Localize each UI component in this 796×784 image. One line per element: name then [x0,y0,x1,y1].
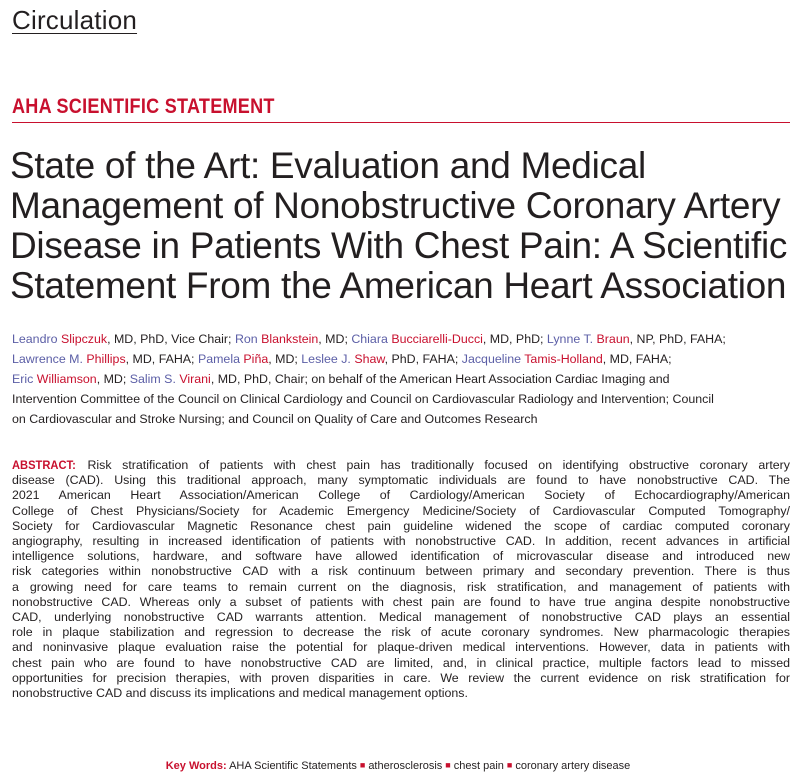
author-first-name: Pamela [197,351,240,366]
author-last-name: Tamis-Holland [524,351,603,366]
author-line [12,330,787,350]
abstract-line: risk categories within nonobstructive CAD with a risk continuum between primary and secondary prevention. There is thus [12,564,790,579]
keyword[interactable]: AHA Scientific Statements [229,760,357,772]
author-credentials: , NP, PhD, FAHA; [629,332,726,346]
abstract-line: disease (CAD). Using this traditional approach, many symptomatic individuals are found to have nonobstructive CAD. The [12,473,790,488]
author-entry[interactable] [301,352,384,366]
abstract-line: a growing need for care teams to remain current on the diagnosis, risk stratification, and management of patients with [12,579,790,594]
abstract-label: ABSTRACT: [12,458,76,472]
bullet-icon: ■ [445,760,451,770]
abstract-text: Risk stratification of patients with chest pain has traditionally focused on identifying obstructive coronary artery [87,458,790,472]
author-credentials: , MD, FAHA; [602,351,672,366]
author-credentials: , MD, PhD; [482,332,547,346]
abstract [12,458,790,701]
author-first-name: Eric [12,371,34,386]
author-first-name: Lynne T. [546,332,594,346]
author-last-name: Virani [179,371,211,386]
author-list [12,330,787,430]
author-first-name: Leandro [12,332,58,346]
title-line: State of the Art: Evaluation and Medical [10,145,646,186]
abstract-line: nonobstructive CAD and discuss its implications and medical management options. [12,686,468,701]
author-last-name: Blankstein [261,332,319,346]
title-line: Management of Nonobstructive Coronary Artery [10,185,781,226]
bullet-icon: ■ [506,760,513,770]
author-last-name: Slipczuk [60,332,108,346]
keyword[interactable]: atherosclerosis [368,760,443,772]
author-line [12,350,787,370]
journal-name[interactable]: Circulation [12,5,138,35]
abstract-line: 2021 American Heart Association/American College of Cardiology/American Society of Echocardiography/American [12,488,790,503]
author-first-name: Salim S. [129,371,176,386]
bullet-icon: ■ [359,760,366,770]
abstract-line: Society for Cardiovascular Magnetic Resonance chest pain guideline widened the scope of cardiac computed coronary [12,518,790,533]
abstract-line: College of Chest Physicians/Society for Academic Emergency Medicine/Society of Cardiovascular Computed Tomography/ [12,503,790,518]
abstract-line: CAD, underlying nonobstructive CAD warrants attention. Medical management of nonobstructive CAD plays an essential [12,610,790,625]
author-first-name: Lawrence M. [12,351,83,366]
abstract-line: role in plaque stabilization and regression to decrease the risk of acute coronary syndromes. New pharmacologic therapies [12,625,790,640]
author-credentials: , MD, PhD, Vice Chair; [107,332,235,346]
abstract-line: opportunities for precision therapies, with proven disparities in care. We review the current evidence on risk stratification for [12,670,790,685]
abstract-line: nonobstructive CAD. Whereas only a subset of patients with chest pain are found to have true angina despite nonobstructive [12,594,790,609]
author-entry[interactable] [235,332,318,346]
author-credentials: , PhD, FAHA; [384,351,462,366]
author-affiliation-line: Intervention Committee of the Council on Clinical Cardiology and Council on Cardiovascular Radiology and Intervention; Council [12,391,714,406]
author-last-name: Bucciarelli-Ducci [391,332,483,346]
abstract-line: and noninvasive plaque evaluation raise the potential for plaque-driven medical interventions. However, data in patients with [12,640,790,655]
author-credentials: , MD, PhD, Chair; on behalf of the American Heart Association Cardiac Imaging and [210,371,670,386]
author-line [12,370,787,390]
author-entry[interactable] [351,332,483,346]
section-header [12,95,790,123]
author-last-name: Braun [596,332,630,346]
author-first-name: Jacqueline [461,351,522,366]
section-label: AHA SCIENTIFIC STATEMENT [12,95,275,118]
author-entry[interactable] [198,352,268,366]
author-credentials: , MD, FAHA; [125,351,198,366]
keyword[interactable]: coronary artery disease [515,760,631,772]
author-last-name: Piña [243,351,269,366]
article-title [10,146,790,306]
title-line: Statement From the American Heart Association [10,265,787,306]
abstract-line: chest pain who are found to have nonobstructive CAD are limited, and, in clinical practice, multiple factors lead to missed [12,655,790,670]
keywords-label: Key Words: [165,760,227,772]
author-first-name: Chiara [351,332,388,346]
abstract-line: intelligence solutions, hardware, and software have allowed identification of microvascular disease and introduced new [12,549,790,564]
author-first-name: Leslee J. [301,351,351,366]
author-affiliation-line: on Cardiovascular and Stroke Nursing; and Council on Quality of Care and Outcomes Research [12,411,538,426]
author-entry[interactable] [547,332,630,346]
author-last-name: Phillips [86,351,126,366]
abstract-line [12,458,790,473]
keywords [0,760,796,772]
author-entry[interactable] [12,352,126,366]
author-credentials: , MD; [268,351,302,366]
author-entry[interactable] [12,372,97,386]
author-credentials: , MD; [318,332,352,346]
keyword[interactable]: chest pain [453,760,504,772]
author-entry[interactable] [462,352,603,366]
author-entry[interactable] [130,372,211,386]
author-last-name: Shaw [354,351,385,366]
author-first-name: Ron [234,332,258,346]
abstract-line: angiography, resulting in increased identification of patients with nonobstructive CAD. In addition, recent advances in artificial [12,534,790,549]
author-entry[interactable] [12,332,107,346]
title-line: Disease in Patients With Chest Pain: A Scientific [10,225,788,266]
author-credentials: , MD; [96,371,130,386]
author-last-name: Williamson [36,371,97,386]
